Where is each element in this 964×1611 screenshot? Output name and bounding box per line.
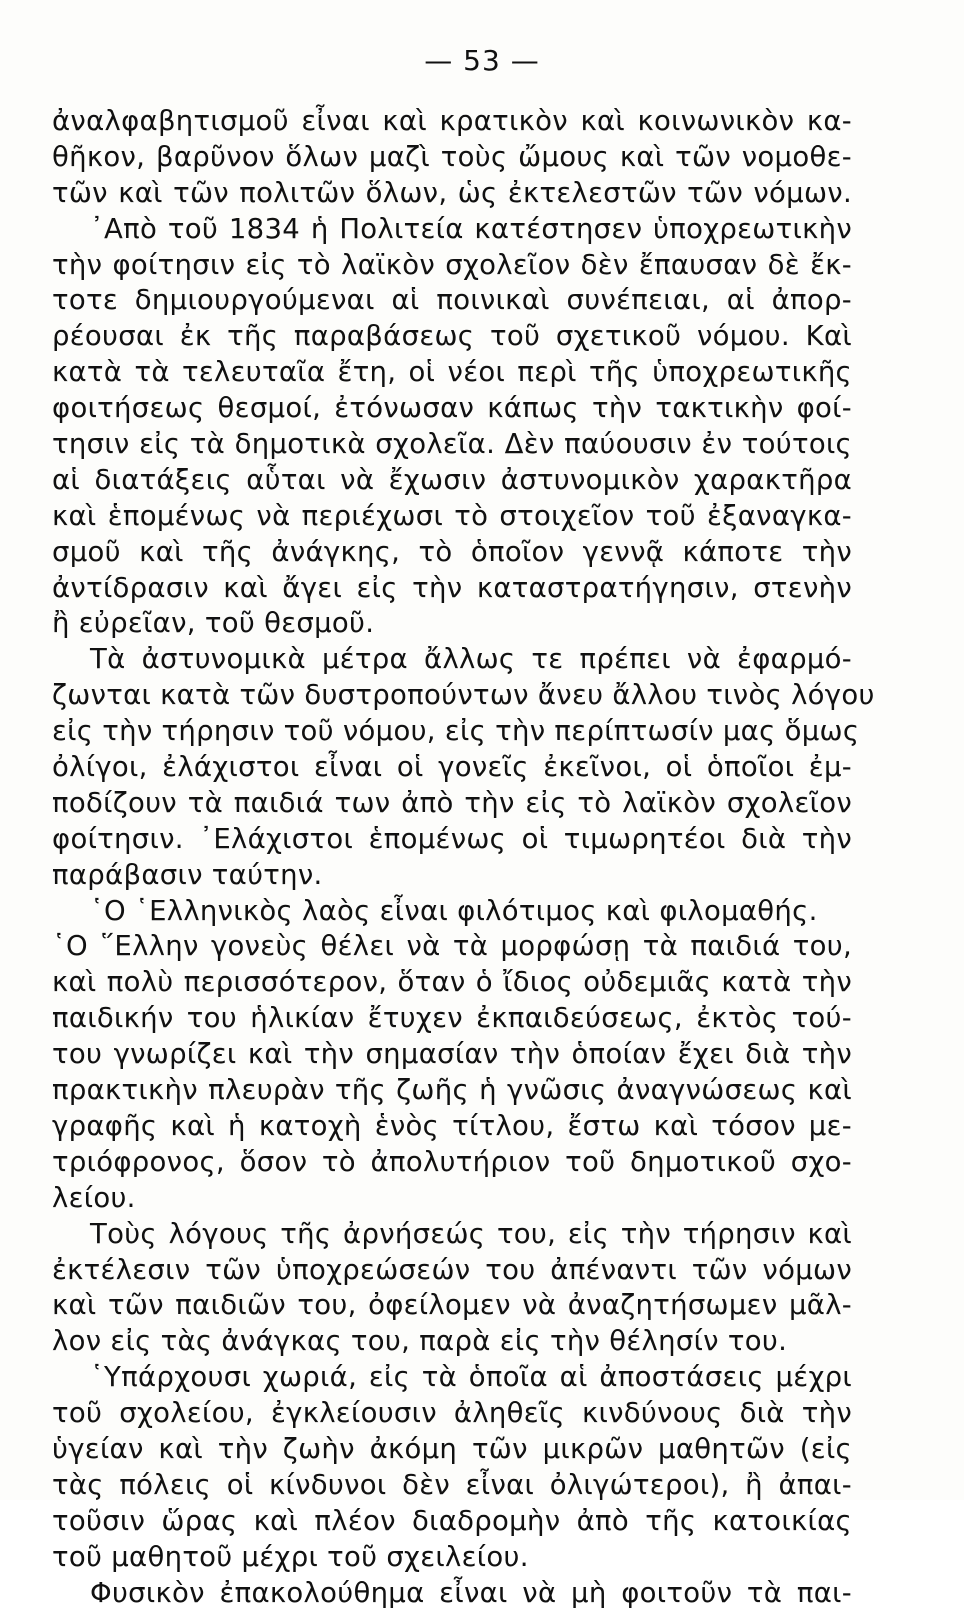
- text-line: Τοὺς λόγους τῆς ἀρνήσεώς του, εἰς τὴν τήρησιν καὶ: [90, 1217, 852, 1250]
- text-line: παράβασιν ταύτην.: [52, 858, 323, 891]
- text-line: Τὰ ἀστυνομικὰ μέτρα ἄλλως τε πρέπει νὰ ἐφαρμό-: [90, 643, 852, 676]
- text-line: ῾Ο ῞Ελλην γονεὺς θέλει νὰ τὰ μορφώσῃ τὰ παιδιά του,: [52, 930, 852, 963]
- text-line: του γνωρίζει καὶ τὴν σημασίαν τὴν ὁποίαν ἔχει διὰ τὴν: [52, 1038, 852, 1071]
- text-line: γραφῆς καὶ ἡ κατοχὴ ἑνὸς τίτλου, ἔστω καὶ τόσον με-: [52, 1109, 852, 1142]
- text-line: Φυσικὸν ἐπακολούθημα εἶναι νὰ μὴ φοιτοῦν τὰ παι-: [90, 1576, 852, 1609]
- text-line: καὶ πολὺ περισσότερον, ὅταν ὁ ἴδιος οὐδεμιᾶς κατὰ τὴν: [52, 966, 852, 999]
- text-line: φοιτήσεως θεσμοί, ἐτόνωσαν κάπως τὴν τακτικὴν φοί-: [52, 392, 852, 425]
- text-line: τὰς πόλεις οἱ κίνδυνοι δὲν εἶναι ὀλιγώτεροι), ἢ ἀπαι-: [52, 1468, 852, 1501]
- text-line: ζωνται κατὰ τῶν δυστροπούντων ἄνευ ἄλλου τινὸς λόγου: [52, 679, 875, 712]
- text-line: καὶ ἑπομένως νὰ περιέχωσι τὸ στοιχεῖον τοῦ ἐξαναγκα-: [52, 499, 852, 532]
- text-line: ῾Υπάρχουσι χωριά, εἰς τὰ ὁποῖα αἱ ἀποστάσεις μέχρι: [90, 1361, 852, 1394]
- body-text: [52, 104, 875, 1611]
- text-line: τοῦ μαθητοῦ μέχρι τοῦ σχειλείου.: [52, 1540, 529, 1573]
- text-line: θῆκον, βαρῦνον ὅλων μαζὶ τοὺς ὤμους καὶ τῶν νομοθε-: [52, 140, 852, 173]
- text-line: λον εἰς τὰς ἀνάγκας του, παρὰ εἰς τὴν θέλησίν του.: [52, 1325, 788, 1358]
- text-line: πρακτικὴν πλευρὰν τῆς ζωῆς ἡ γνῶσις ἀναγνώσεως καὶ: [52, 1074, 852, 1107]
- text-line: παιδικήν του ἡλικίαν ἔτυχεν ἐκπαιδεύσεως, ἐκτὸς τού-: [52, 1002, 852, 1035]
- text-line: ἀναλφαβητισμοῦ εἶναι καὶ κρατικὸν καὶ κοινωνικὸν κα-: [52, 105, 852, 137]
- text-line: ποδίζουν τὰ παιδιά των ἀπὸ τὴν εἰς τὸ λαϊκὸν σχολεῖον: [52, 786, 852, 819]
- text-line: τὴν φοίτησιν εἰς τὸ λαϊκὸν σχολεῖον δὲν ἔπαυσαν δὲ ἔκ-: [52, 248, 852, 281]
- text-line: τησιν εἰς τὰ δημοτικὰ σχολεῖα. Δὲν παύουσιν ἐν τούτοις: [52, 428, 852, 461]
- text-line: λείου.: [52, 1181, 136, 1214]
- text-line: ᾿Απὸ τοῦ 1834 ἡ Πολιτεία κατέστησεν ὑποχρεωτικὴν: [90, 212, 852, 245]
- text-line: κατὰ τὰ τελευταῖα ἔτη, οἱ νέοι περὶ τῆς ὑποχρεωτικῆς: [52, 356, 852, 389]
- text-line: τριόφρονος, ὅσον τὸ ἀπολυτήριον τοῦ δημοτικοῦ σχο-: [52, 1145, 852, 1178]
- page-number: — 53 —: [424, 44, 540, 77]
- text-line: ρέουσαι ἐκ τῆς παραβάσεως τοῦ σχετικοῦ νόμου. Καὶ: [52, 320, 852, 353]
- text-line: ἢ εὐρεῖαν, τοῦ θεσμοῦ.: [52, 607, 375, 640]
- text-line: φοίτησιν. ᾿Ελάχιστοι ἑπομένως οἱ τιμωρητέοι διὰ τὴν: [52, 822, 852, 855]
- text-line: ὑγείαν καὶ τὴν ζωὴν ἀκόμη τῶν μικρῶν μαθητῶν (εἰς: [52, 1432, 852, 1465]
- text-line: καὶ τῶν παιδιῶν του, ὀφείλομεν νὰ ἀναζητήσωμεν μᾶλ-: [52, 1289, 852, 1322]
- text-line: τῶν καὶ τῶν πολιτῶν ὅλων, ὡς ἐκτελεστῶν τῶν νόμων.: [52, 176, 852, 209]
- text-line: τοτε δημιουργούμεναι αἱ ποινικαὶ συνέπειαι, αἱ ἀπορ-: [52, 284, 852, 317]
- text-line: ἀντίδρασιν καὶ ἄγει εἰς τὴν καταστρατήγησιν, στενὴν: [52, 571, 852, 604]
- text-line: σμοῦ καὶ τῆς ἀνάγκης, τὸ ὁποῖον γεννᾷ κάποτε τὴν: [52, 535, 852, 568]
- text-line: ῾Ο ῾Ελληνικὸς λαὸς εἶναι φιλότιμος καὶ φιλομαθής.: [90, 894, 818, 927]
- text-line: εἰς τὴν τήρησιν τοῦ νόμου, εἰς τὴν περίπτωσίν μας ὅμως: [52, 715, 860, 748]
- text-line: ἐκτέλεσιν τῶν ὑποχρεώσεών του ἀπέναντι τῶν νόμων: [52, 1253, 852, 1286]
- text-line: τοῦ σχολείου, ἐγκλείουσιν ἀληθεῖς κινδύνους διὰ τὴν: [52, 1397, 852, 1430]
- text-line: αἱ διατάξεις αὗται νὰ ἔχωσιν ἀστυνομικὸν χαρακτῆρα: [52, 463, 852, 496]
- text-line: ὀλίγοι, ἐλάχιστοι εἶναι οἱ γονεῖς ἐκεῖνοι, οἱ ὁποῖοι ἐμ-: [52, 751, 852, 784]
- text-line: τοῦσιν ὥρας καὶ πλέον διαδρομὴν ἀπὸ τῆς κατοικίας: [52, 1504, 852, 1537]
